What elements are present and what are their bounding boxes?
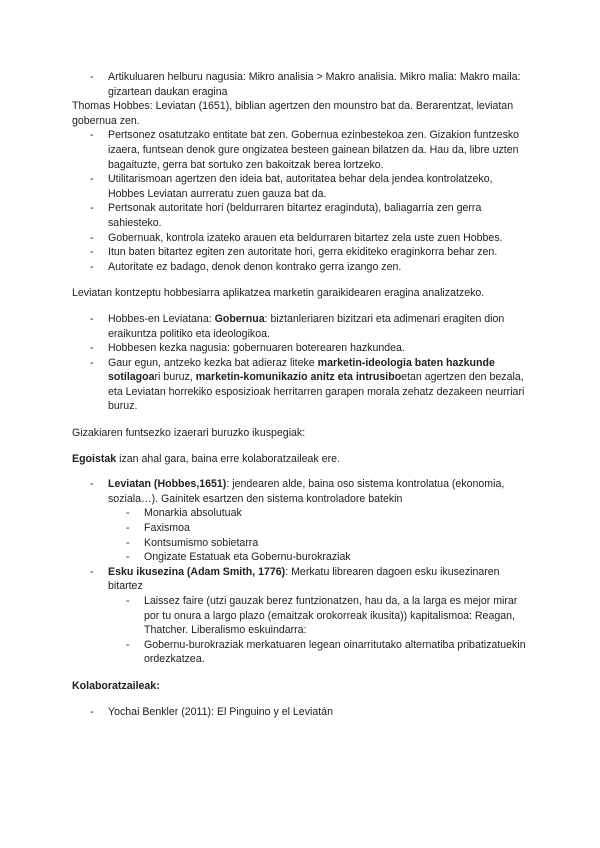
list-item: - Artikuluaren helburu nagusia: Mikro analisia > Makro analisia. Mikro malia: Makro maila: gizartean daukan eragina	[72, 70, 532, 99]
sub-list-item: - Monarkia absolutuak	[72, 506, 532, 521]
leviatan-list	[72, 312, 532, 414]
spacer	[72, 667, 532, 679]
list-item: - Yochai Benkler (2011): El Pinguino y el Leviatán	[72, 705, 532, 720]
esku-sublist	[72, 594, 532, 667]
spacer	[72, 694, 532, 705]
list-item: - Autoritate ez badago, denok denon kontrako gerra izango zen.	[72, 260, 532, 275]
text-run: : Merkatu librearen dagoen esku ikusezinaren bitartez	[108, 565, 500, 593]
esku-list	[72, 565, 532, 594]
text-run: izan ahal gara, baina erre kolaboratzaileak ere.	[116, 452, 340, 465]
bold-text: Esku ikusezina (Adam Smith, 1776)	[108, 565, 286, 578]
spacer	[72, 441, 532, 452]
kolaboratzaileak-list	[72, 705, 532, 720]
list-item	[72, 312, 532, 341]
text-run: : jendearen alde, baina oso sistema kontrolatua (ekonomia, soziala…). Gainitek esartzen den sistema kontroladore batekin	[108, 478, 505, 505]
intro-list	[72, 70, 532, 99]
spacer	[72, 274, 532, 286]
egoistak-paragraph	[72, 452, 532, 467]
gizakiaren-paragraph: Gizakiaren funtsezko izaerari buruzko ikuspegiak:	[72, 427, 306, 440]
sub-list-item: - Faxismoa	[72, 521, 532, 536]
list-item	[72, 356, 532, 414]
list-item: - Itun baten bitartez egiten zen autoritate hori, gerra ekiditeko eraginkorra behar zen.	[72, 245, 532, 260]
sub-list-item: - Kontsumismo sobietarra	[72, 536, 532, 551]
document-content	[72, 70, 532, 719]
hobbes-intro-paragraph: Thomas Hobbes: Leviatan (1651), biblian agertzen den mounstro bat da. Berarentzat, leviatan gobernua zen.	[72, 100, 514, 127]
list-item: - Utilitarismoan agertzen den ideia bat, autoritatea behar dela jendea kontrolatzeko, Hobbes Leviatan aurreratu zuen gauza bat da.	[72, 172, 532, 201]
sub-list-item: - Ongizate Estatuak eta Gobernu-burokraziak	[72, 550, 532, 565]
spacer	[72, 301, 532, 312]
text-run: : biztanleriaren bizitzari eta adimenari eragiten dion eraikuntza politiko eta ideologikoa.	[108, 312, 505, 340]
leviatan-sublist	[72, 506, 532, 564]
kolaboratzaileak-heading	[72, 679, 532, 694]
sub-list-item: - Laissez faire (utzi gauzak berez funtzionatzen, hau da, a la larga es mejor mirar por tu onura a largo plazo (emaitzak orokorreak ikusita)) kapitalismoa: Reagan, Thatcher. Liberalismo eskuindarra:	[72, 594, 532, 638]
spacer	[72, 466, 532, 477]
egoistak-list	[72, 477, 532, 506]
list-item: - Gobernuak, kontrola izateko arauen eta beldurraren bitartez zela uste zuen Hobbes.	[72, 231, 532, 246]
leviatan-paragraph: Leviatan kontzeptu hobbesiarra aplikatzea marketin garaikidearen eragina analizatzeko.	[72, 287, 485, 300]
bold-text: Kolaboratzaileak:	[72, 679, 160, 692]
bold-text: marketin-komunikazio anitz eta intrusibo	[195, 371, 402, 384]
list-item: - Hobbesen kezka nagusia: gobernuaren boterearen hazkundea.	[72, 341, 532, 356]
sub-list-item: - Gobernu-burokraziak merkatuaren legean oinarritutako alternatiba pribatizatuekin ordezkatzea.	[72, 638, 532, 667]
list-item: - Pertsonak autoritate hori (beldurraren bitartez eraginduta), baliagarria zen gerra sahiesteko.	[72, 201, 532, 230]
spacer	[72, 414, 532, 426]
text-run: etan agertzen den bezala, eta Leviatan horrekiko esposizioak herritarren garapen morala zehatz dezakeen neurriari buruz.	[108, 371, 525, 413]
list-item	[72, 477, 532, 506]
bold-text: Egoistak	[72, 452, 117, 465]
text-run: Hobbes-en Leviatana:	[108, 312, 215, 325]
hobbes-list	[72, 128, 532, 274]
list-item	[72, 565, 532, 594]
text-run: ri buruz,	[154, 371, 196, 384]
list-item: - Pertsonez osatutzako entitate bat zen. Gobernua ezinbestekoa zen. Gizakion funtzesko izaera, funtsean denok gure ongizatea besteen gainean bilatzen da. Hau da, libre uzten bagaituzte, gerra bat sortuko zen bakoitzak berea lortzeko.	[72, 128, 532, 172]
bold-text: Leviatan (Hobbes,1651)	[108, 478, 227, 491]
text-run: Gaur egun, antzeko kezka bat adieraz liteke	[108, 356, 318, 369]
bold-text: marketin-ideologia baten hazkunde sotilagoa	[108, 356, 495, 384]
bold-text: Gobernua	[214, 312, 265, 325]
